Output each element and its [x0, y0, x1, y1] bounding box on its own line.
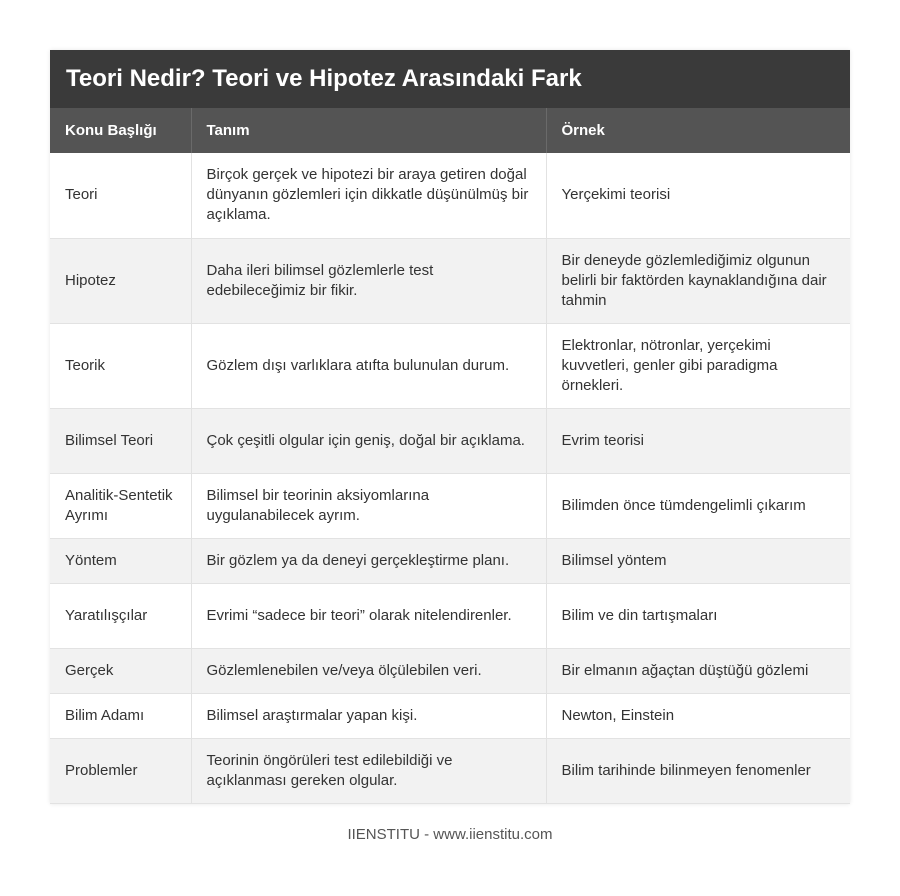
cell-example: Bilimsel yöntem: [546, 538, 850, 583]
cell-definition: Bilimsel bir teorinin aksiyomlarına uygulanabilecek ayrım.: [191, 473, 546, 538]
cell-topic: Bilim Adamı: [50, 693, 191, 738]
table-row: [50, 153, 850, 238]
column-header-definition: Tanım: [191, 108, 546, 153]
cell-topic: Analitik-Sentetik Ayrımı: [50, 473, 191, 538]
table-title: Teori Nedir? Teori ve Hipotez Arasındaki Fark: [50, 50, 850, 108]
cell-definition: Çok çeşitli olgular için geniş, doğal bir açıklama.: [191, 408, 546, 473]
table-row: [50, 473, 850, 538]
cell-example: Bilim tarihinde bilinmeyen fenomenler: [546, 738, 850, 803]
cell-topic: Yaratılışçılar: [50, 583, 191, 648]
cell-definition: Teorinin öngörüleri test edilebildiği ve açıklanması gereken olgular.: [191, 738, 546, 803]
table-row: [50, 408, 850, 473]
table-row: [50, 738, 850, 803]
table-row: [50, 323, 850, 408]
cell-example: Evrim teorisi: [546, 408, 850, 473]
table-row: [50, 538, 850, 583]
cell-example: Elektronlar, nötronlar, yerçekimi kuvvetleri, genler gibi paradigma örnekleri.: [546, 323, 850, 408]
cell-topic: Hipotez: [50, 238, 191, 323]
cell-definition: Bir gözlem ya da deneyi gerçekleştirme planı.: [191, 538, 546, 583]
table-row: [50, 583, 850, 648]
cell-example: Newton, Einstein: [546, 693, 850, 738]
table-header-row: [50, 108, 850, 153]
cell-topic: Bilimsel Teori: [50, 408, 191, 473]
comparison-table: [50, 108, 850, 804]
cell-definition: Gözlem dışı varlıklara atıfta bulunulan durum.: [191, 323, 546, 408]
cell-example: Yerçekimi teorisi: [546, 153, 850, 238]
cell-topic: Teori: [50, 153, 191, 238]
cell-definition: Gözlemlenebilen ve/veya ölçülebilen veri.: [191, 648, 546, 693]
footer-credit: IIENSTITU - www.iienstitu.com: [347, 826, 553, 843]
column-header-example: Örnek: [546, 108, 850, 153]
cell-definition: Evrimi “sadece bir teori” olarak nitelendirenler.: [191, 583, 546, 648]
cell-example: Bilimden önce tümdengelimli çıkarım: [546, 473, 850, 538]
column-header-topic: Konu Başlığı: [50, 108, 191, 153]
cell-topic: Yöntem: [50, 538, 191, 583]
cell-definition: Birçok gerçek ve hipotezi bir araya getiren doğal dünyanın gözlemleri için dikkatle düşünülmüş bir açıklama.: [191, 153, 546, 238]
table-row: [50, 238, 850, 323]
cell-example: Bir elmanın ağaçtan düştüğü gözlemi: [546, 648, 850, 693]
table-row: [50, 693, 850, 738]
cell-example: Bir deneyde gözlemlediğimiz olgunun belirli bir faktörden kaynaklandığına dair tahmin: [546, 238, 850, 323]
cell-topic: Problemler: [50, 738, 191, 803]
cell-topic: Teorik: [50, 323, 191, 408]
cell-topic: Gerçek: [50, 648, 191, 693]
table-card: [50, 50, 850, 804]
cell-definition: Daha ileri bilimsel gözlemlerle test edebileceğimiz bir fikir.: [191, 238, 546, 323]
table-row: [50, 648, 850, 693]
cell-example: Bilim ve din tartışmaları: [546, 583, 850, 648]
cell-definition: Bilimsel araştırmalar yapan kişi.: [191, 693, 546, 738]
